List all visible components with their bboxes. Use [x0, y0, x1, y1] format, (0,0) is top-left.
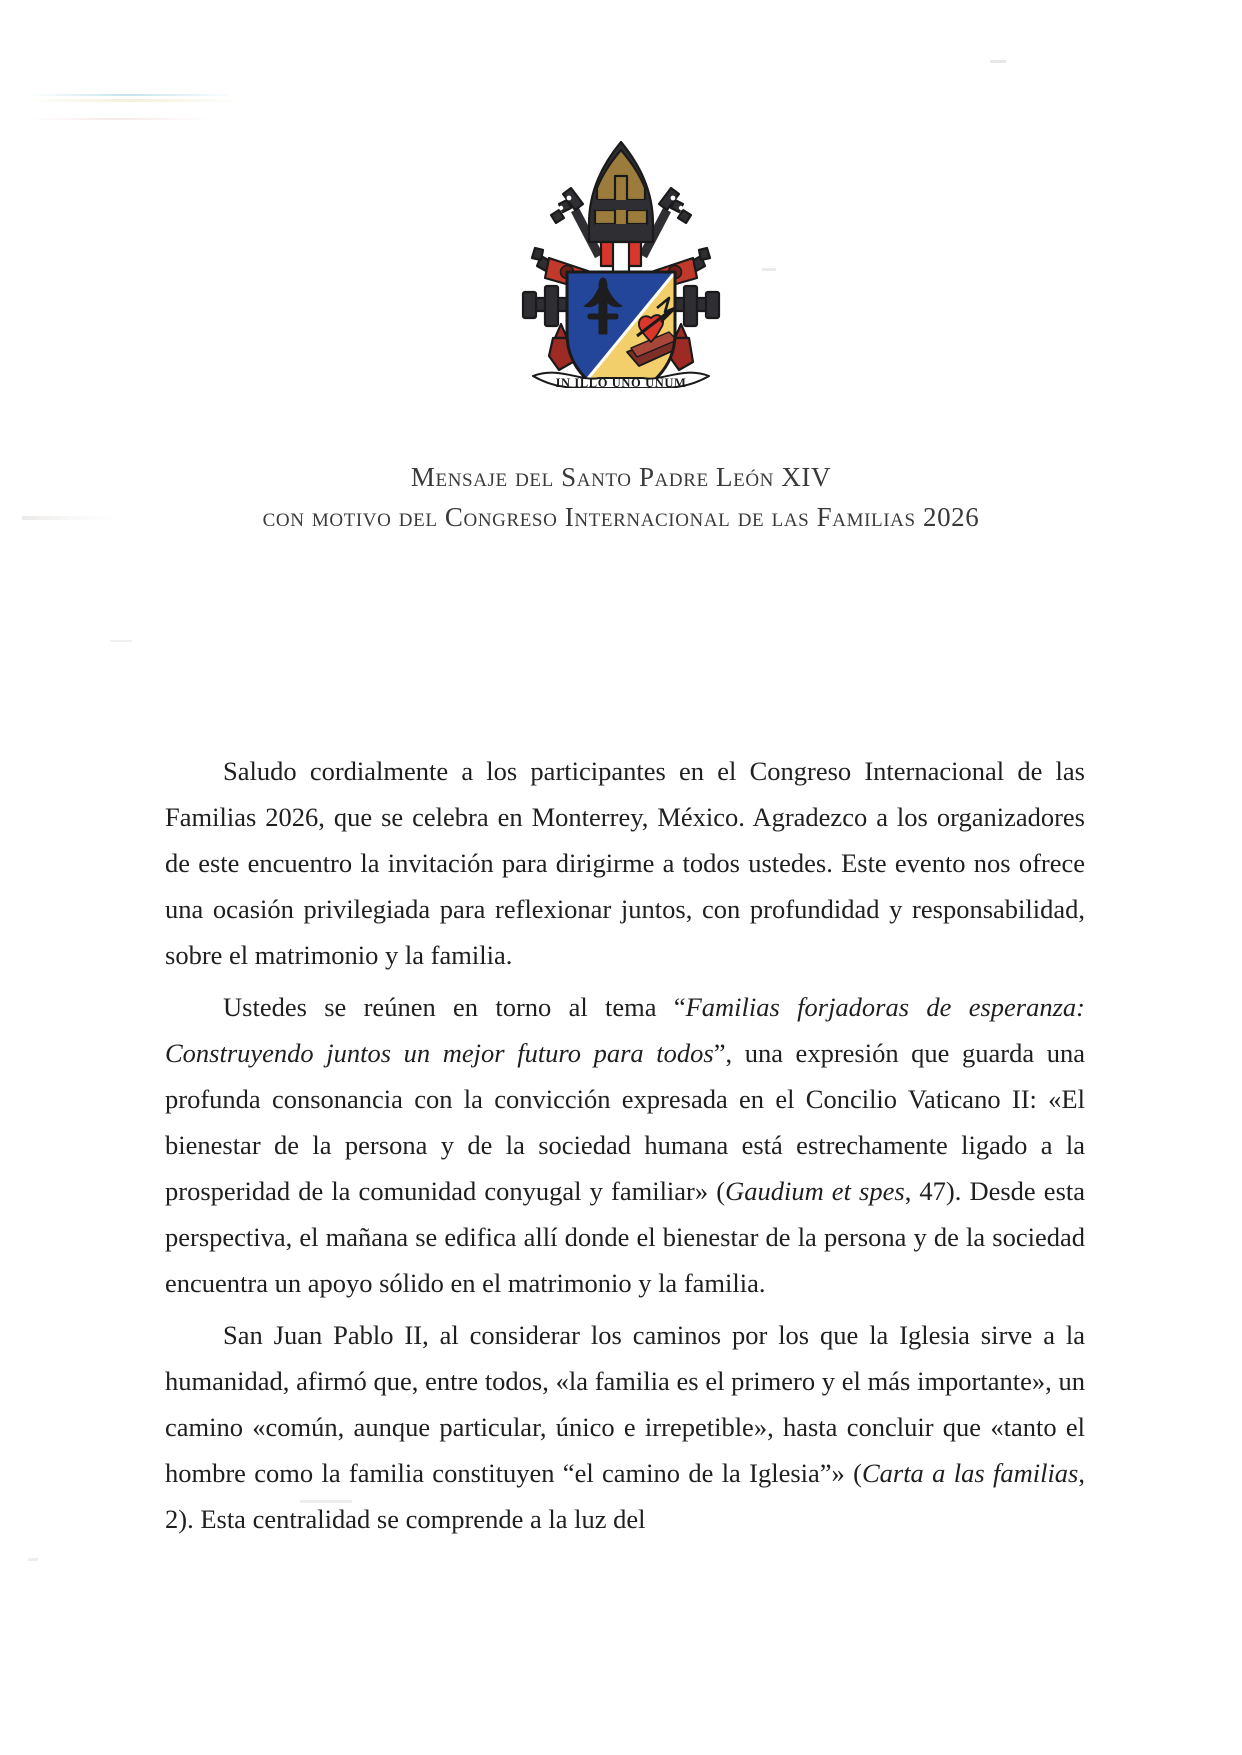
page-title-line-2 [0, 502, 1242, 533]
papal-coat-of-arms-icon [471, 138, 771, 388]
title-text-primary: Mensaje del Santo Padre León XIV [410, 462, 832, 492]
shield-icon [567, 272, 679, 388]
title-text-secondary: con motivo del Congreso Internacional de las Familias 2026 [262, 502, 980, 532]
scan-artifact-streak [28, 94, 228, 96]
scan-artifact-speck [990, 60, 1006, 63]
paragraph-3: San Juan Pablo II, al considerar los caminos por los que la Iglesia sirve a la humanidad, afirmó que, entre todos, «la familia es el primero y el más importante», un camino «común, aunque particular, único e irrepetible», hasta concluir que «tanto el hombre como la familia constituyen “el camino de la Iglesia”» (Carta a las familias, 2). Esta centralidad se comprende a la luz del [165, 1320, 1085, 1534]
motto-text: IN ILLO UNO UNUM [555, 376, 687, 388]
scan-artifact-speck [28, 1558, 38, 1561]
document-body [165, 748, 1085, 1548]
scan-artifact-speck [110, 640, 132, 642]
scan-artifact-streak [24, 99, 234, 102]
page-title-line-1 [0, 462, 1242, 493]
scan-artifact-streak [26, 118, 206, 120]
paragraph-1: Saludo cordialmente a los participantes en el Congreso Internacional de las Familias 2026, que se celebra en Monterrey, México. Agradezco a los organizadores de este encuentro la invitación para dirigirme a todos ustedes. Este evento nos ofrece una ocasión privilegiada para reflexionar juntos, con profundidad y responsabilidad, sobre el matrimonio y la familia. [165, 756, 1085, 970]
paragraph-2: Ustedes se reúnen en torno al tema “Familias forjadoras de esperanza: Construyendo juntos un mejor futuro para todos”, una expresión que guarda una profunda consonancia con la convicción expresada en el Concilio Vaticano II: «El bienestar de la persona y de la sociedad humana está estrechamente ligado a la prosperidad de la comunidad conyugal y familiar» (Gaudium et spes, 47). Desde esta perspectiva, el mañana se edifica allí donde el bienestar de la persona y de la sociedad encuentra un apoyo sólido en el matrimonio y la familia. [165, 992, 1086, 1298]
